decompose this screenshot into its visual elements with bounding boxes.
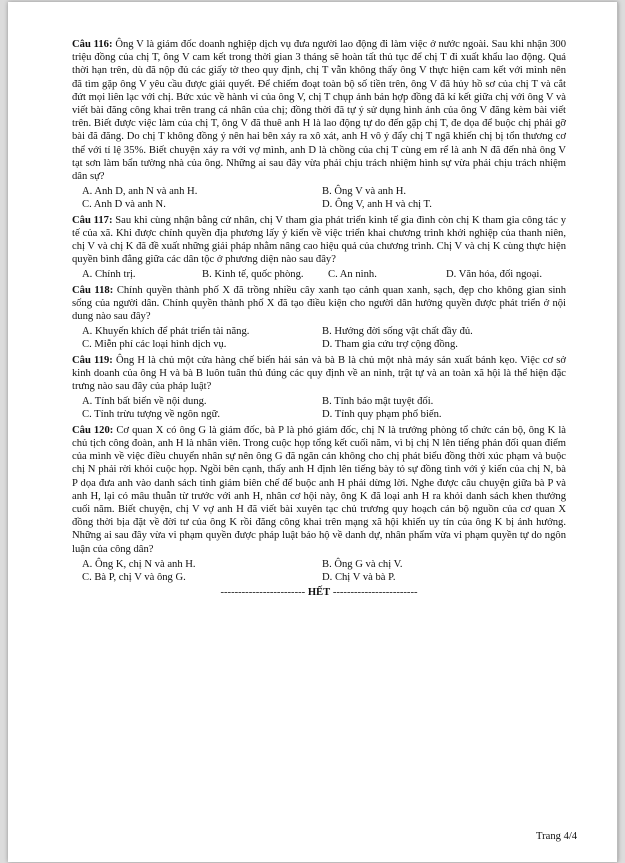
question-text: Sau khi cùng nhận bằng cử nhân, chị V tham gia phát triển kinh tế gia đình còn chị K tham gia công tác y tế của xã. Khi được chính quyền địa phương lấy ý kiến về việc triển khai chương trình khởi nghiệp của thanh niên, chị V và chị K đã đề xuất những giải pháp nhằm nâng cao hiệu quả của chương trình. Chị V và chị K cùng thực hiện quyền bình đẳng giữa các dân tộc ở phương diện nào sau đây?	[72, 214, 566, 266]
answer-options	[72, 395, 566, 421]
end-marker	[72, 586, 566, 599]
answer-option-d: D. Tham gia cứu trợ cộng đồng.	[322, 339, 458, 351]
question-label: Câu 117:	[72, 214, 113, 226]
question-label: Câu 119:	[72, 354, 113, 366]
question-text: Cơ quan X có ông G là giám đốc, bà P là phó giám đốc, chị N là trưởng phòng tổ chức cán bộ, ông K là chủ tịch công đoàn, anh H là nhân viên. Trong cuộc họp tổng kết cuối năm, vì bị chị N lên tiếng phản đối quan điểm của mình về việc điều chuyển nhân sự nên ông G đã ngăn cản không cho chị phát biểu đồng thời xúc phạm và buộc chị N phải rời khỏi cuộc họp. Ngồi bên cạnh, thấy anh H định lên tiếng bày tỏ sự đồng tình với ý kiến của chị N, bà P dọa đưa anh vào danh sách tinh giảm biên chế để buộc anh H phải dừng lời. Nghe được câu chuyện giữa bà P và anh H, lại có mâu thuẫn từ trước với anh H, nhân cơ hội này, ông K đã loại anh H ra khỏi danh sách khen thưởng cuối năm. Biết chuyện, chị V vợ anh H đã viết bài xuyên tạc chủ trương quy hoạch cán bộ nguồn của cơ quan X đồng thời bịa đặt về đời tư của ông K rồi đăng công khai trên mạng xã hội khiến uy tín của ông K bị ảnh hưởng. Những ai sau đây vừa vi phạm quyền được pháp luật bảo hộ về danh dự, nhân phẩm vừa vi phạm quyền tự do ngôn luận của công dân?	[72, 424, 566, 555]
question-label: Câu 118:	[72, 284, 114, 296]
answer-option-c: C. An ninh.	[328, 269, 377, 281]
answer-option-c: C. Tính trừu tượng về ngôn ngữ.	[82, 409, 220, 421]
answer-options	[72, 325, 566, 351]
end-dashes-right: ------------------------	[332, 587, 418, 599]
answer-option-a: A. Khuyến khích để phát triển tài năng.	[82, 326, 250, 338]
question-text: Chính quyền thành phố X đã trồng nhiều cây xanh tạo cảnh quan xanh, sạch, đẹp cho không gian sinh sống của người dân. Chính quyền thành phố X đã tạo điều kiện cho người dân hưởng quyền được phát triển ở nội dung nào sau đây?	[72, 284, 566, 323]
exam-content	[72, 38, 566, 599]
answer-option-b: B. Hưởng đời sống vật chất đầy đủ.	[322, 326, 473, 338]
question-label: Câu 120:	[72, 424, 114, 436]
answer-option-b: B. Ông V và anh H.	[322, 186, 407, 198]
end-dashes-left: ------------------------	[220, 587, 306, 599]
answer-option-b: B. Tính bảo mật tuyệt đối.	[322, 396, 434, 408]
answer-option-c: C. Miễn phí các loại hình dịch vụ.	[82, 339, 227, 351]
answer-option-a: A. Anh D, anh N và anh H.	[82, 186, 198, 198]
answer-option-d: D. Tính quy phạm phổ biến.	[322, 409, 442, 421]
answer-option-d: D. Chị V và bà P.	[322, 571, 396, 583]
question-119	[72, 354, 566, 394]
exam-page	[8, 2, 618, 862]
answer-options	[72, 558, 566, 584]
question-text: Ông H là chủ một cửa hàng chế biến hải sản và bà B là chủ một nhà máy sản xuất bánh kẹo. Việc cơ sở kinh doanh của ông H và bà B luôn tuân thủ đúng các quy định về an ninh, trật tự và an toàn xã hội là thể hiện đặc trưng nào sau đây của pháp luật?	[72, 354, 566, 393]
answer-option-d: D. Văn hóa, đối ngoại.	[446, 269, 543, 281]
question-118	[72, 284, 566, 324]
answer-option-d: D. Ông V, anh H và chị T.	[322, 199, 432, 211]
question-text: Ông V là giám đốc doanh nghiệp dịch vụ đưa người lao động đi làm việc ở nước ngoài. Sau khi nhận 300 triệu đồng của chị T, ông V cam kết trong thời gian 3 tháng sẽ hoàn tất thủ tục để chị T đi xuất khẩu lao động. Quá thời hạn trên, dù đã nộp đủ các giấy tờ theo quy định, chị T vẫn không thấy ông V thực hiện cam kết với mình nên đã tìm gặp ông V yêu cầu được giải quyết. Để chiếm đoạt toàn bộ số tiền trên, ông V đã hủy hồ sơ của chị T và cắt đứt mọi liên lạc với chị. Bức xúc về hành vi của ông V, chị T chụp ảnh bản hợp đồng đã kí kết giữa chị với ông V và viết bài đăng công khai trên trang cá nhân của chị; đồng thời đã tự ý sử dụng hình ảnh của ông V đăng kèm bài viết trên. Biết được việc làm của chị T, ông V đã thuê anh H là lao động tự do đến gặp chị T, đe dọa để buộc chị phải gỡ bài đã đăng. Do chị T không đồng ý nên hai bên xảy ra xô xát, anh H vô ý đẩy chị T ngã khiến chị bị tổn thương cơ thể với tỉ lệ 35%. Biết chuyện xảy ra với vợ mình, anh D là chồng của chị T cùng em rể là anh N đã đến nhà ông V tạt sơn làm bẩn tường nhà của ông. Những ai sau đây vừa phải chịu trách nhiệm hình sự vừa phải chịu trách nhiệm dân sự?	[72, 39, 566, 183]
question-116	[72, 38, 566, 183]
question-117	[72, 214, 566, 267]
answer-option-a: A. Tính bất biến về nội dung.	[82, 396, 207, 408]
end-word: HẾT	[307, 587, 331, 599]
answer-options	[72, 185, 566, 211]
answer-option-b: B. Ông G và chị V.	[322, 558, 403, 570]
answer-options	[72, 268, 566, 281]
question-120	[72, 424, 566, 556]
question-label: Câu 116:	[72, 39, 113, 50]
answer-option-a: A. Chính trị.	[82, 269, 136, 281]
answer-option-a: A. Ông K, chị N và anh H.	[82, 558, 196, 570]
answer-option-c: C. Bà P, chị V và ông G.	[82, 571, 186, 583]
answer-option-b: B. Kinh tế, quốc phòng.	[202, 269, 304, 281]
answer-option-c: C. Anh D và anh N.	[82, 199, 166, 211]
page-number: Trang 4/4	[536, 831, 578, 842]
